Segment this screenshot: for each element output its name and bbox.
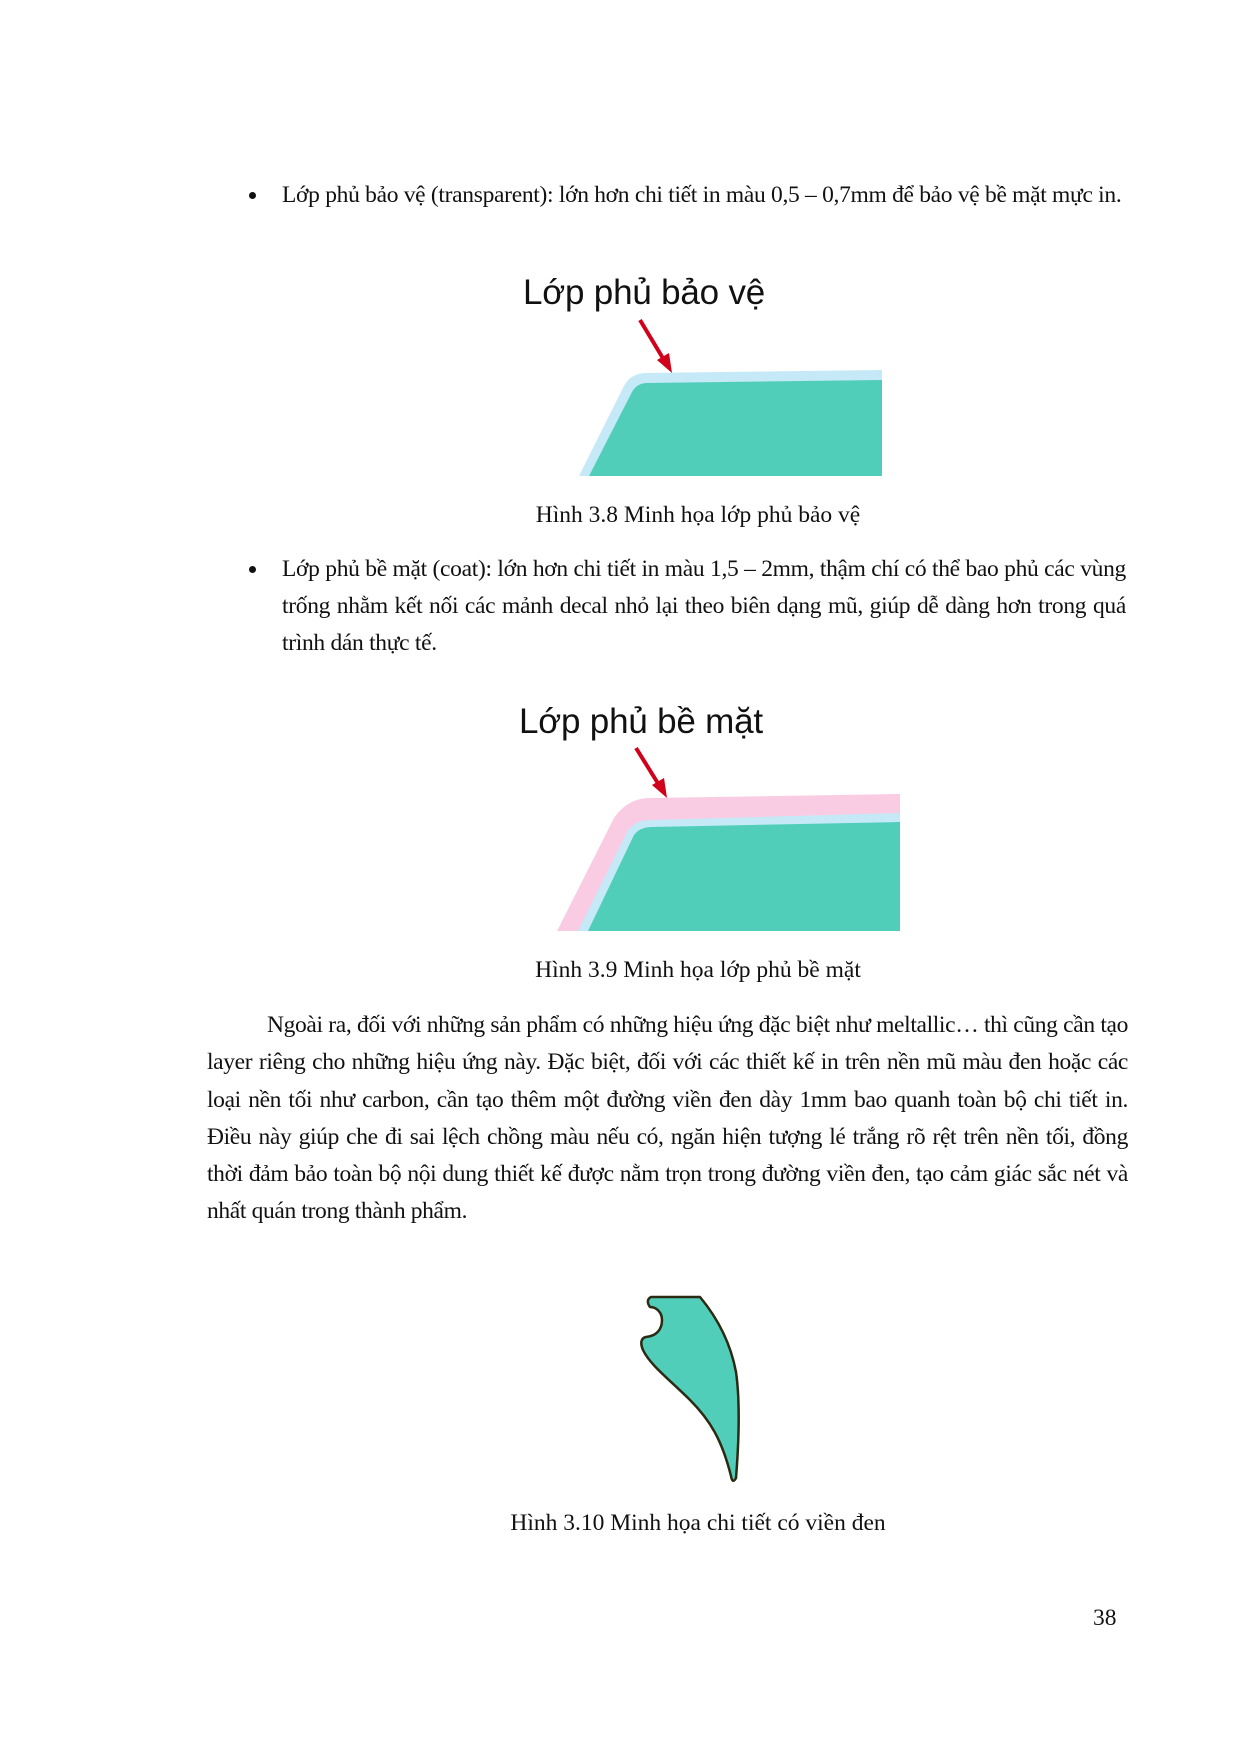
body-paragraph: Ngoài ra, đối với những sản phẩm có những hiệu ứng đặc biệt như meltallic… thì cũng cần tạo layer riêng cho những hiệu ứng này. Đặc biệt, đối với các thiết kế in trên nền mũ màu đen hoặc các loại nền tối như carbon, cần tạo thêm một đường viền đen dày 1mm bao quanh toàn bộ chi tiết in. Điều này giúp che đi sai lệch chồng màu nếu có, ngăn hiện tượng lé trắng rõ rệt trên nền tối, đồng thời đảm bảo toàn bộ nội dung thiết kế được nằm trọn trong đường viền đen, tạo cảm giác sắc nét và nhất quán trong thành phẩm.	[207, 1012, 1128, 1225]
page-number: 38	[1093, 1605, 1117, 1631]
figure-caption: Hình 3.9 Minh họa lớp phủ bề mặt	[535, 957, 861, 983]
figure-caption: Hình 3.8 Minh họa lớp phủ bảo vệ	[535, 502, 861, 528]
bullet-text: Lớp phủ bảo vệ (transparent): lớn hơn chi tiết in màu 0,5 – 0,7mm để bảo vệ bề mặt mực in.	[282, 182, 1122, 208]
figure-caption: Hình 3.10 Minh họa chi tiết có viền đen	[510, 1510, 886, 1536]
figure-label: Lớp phủ bảo vệ	[523, 273, 766, 312]
print-detail-with-black-outline-shape	[641, 1297, 738, 1481]
figure-label: Lớp phủ bề mặt	[519, 702, 763, 741]
bullet-text: Lớp phủ bề mặt (coat): lớn hơn chi tiết in màu 1,5 – 2mm, thậm chí có thể bao phủ các vùng trống nhằm kết nối các mảnh decal nhỏ lại theo biên dạng mũ, giúp dễ dàng hơn trong quá trình dán thực tế.	[282, 556, 1126, 656]
